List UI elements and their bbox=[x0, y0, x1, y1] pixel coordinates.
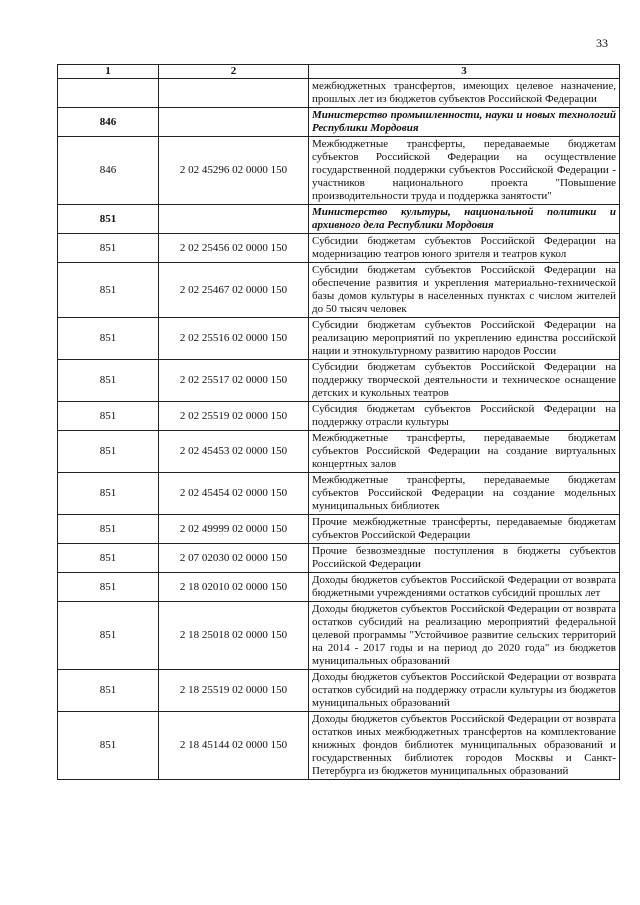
description-cell: Субсидии бюджетам субъектов Российской Федерации на модернизацию театров юного зрителя и театров кукол bbox=[309, 234, 620, 263]
description-cell: Доходы бюджетов субъектов Российской Федерации от возврата остатков субсидий на реализацию мероприятий федеральной целевой программы "Устойчивое развитие сельских территорий на 2014 - 2017 годы и на период до 2020 года" из бюджетов муниципальных образований bbox=[309, 602, 620, 670]
admin-code-cell: 851 bbox=[58, 473, 159, 515]
table-header-row bbox=[58, 65, 620, 79]
table-row bbox=[58, 431, 620, 473]
column-header-2: 2 bbox=[159, 65, 309, 79]
admin-code-cell: 851 bbox=[58, 360, 159, 402]
table-row bbox=[58, 79, 620, 108]
table-row bbox=[58, 602, 620, 670]
table-row bbox=[58, 318, 620, 360]
description-cell: Доходы бюджетов субъектов Российской Федерации от возврата остатков иных межбюджетных трансфертов на комплектование книжных фондов библиотек муниципальных образований и государственных библиотек городов Москвы и Санкт-Петербурга из бюджетов муниципальных образований bbox=[309, 712, 620, 780]
table-row bbox=[58, 515, 620, 544]
admin-code-cell: 851 bbox=[58, 515, 159, 544]
table-row bbox=[58, 573, 620, 602]
budget-code-cell bbox=[159, 79, 309, 108]
admin-code-cell: 851 bbox=[58, 318, 159, 360]
description-cell: Субсидия бюджетам субъектов Российской Федерации на поддержку отрасли культуры bbox=[309, 402, 620, 431]
description-cell: Субсидии бюджетам субъектов Российской Федерации на поддержку творческой деятельности и техническое оснащение детских и кукольных театров bbox=[309, 360, 620, 402]
budget-code-cell: 2 07 02030 02 0000 150 bbox=[159, 544, 309, 573]
table-row bbox=[58, 360, 620, 402]
admin-code-cell: 851 bbox=[58, 205, 159, 234]
description-cell: Субсидии бюджетам субъектов Российской Федерации на обеспечение развития и укрепления материально-технической базы домов культуры в населенных пунктах с числом жителей до 50 тысяч человек bbox=[309, 263, 620, 318]
description-cell: Межбюджетные трансферты, передаваемые бюджетам субъектов Российской Федерации на создание виртуальных концертных залов bbox=[309, 431, 620, 473]
budget-code-cell: 2 02 25456 02 0000 150 bbox=[159, 234, 309, 263]
page-number: 33 bbox=[596, 36, 608, 50]
admin-code-cell: 851 bbox=[58, 431, 159, 473]
budget-code-cell: 2 18 02010 02 0000 150 bbox=[159, 573, 309, 602]
table-row bbox=[58, 473, 620, 515]
table-row bbox=[58, 205, 620, 234]
table-row bbox=[58, 234, 620, 263]
description-cell: межбюджетных трансфертов, имеющих целевое назначение, прошлых лет из бюджетов субъектов Российской Федерации bbox=[309, 79, 620, 108]
budget-code-cell: 2 02 25467 02 0000 150 bbox=[159, 263, 309, 318]
admin-code-cell: 851 bbox=[58, 402, 159, 431]
admin-code-cell bbox=[58, 79, 159, 108]
table-row bbox=[58, 137, 620, 205]
table-row bbox=[58, 108, 620, 137]
column-header-1: 1 bbox=[58, 65, 159, 79]
budget-code-cell: 2 18 25018 02 0000 150 bbox=[159, 602, 309, 670]
table-row bbox=[58, 712, 620, 780]
description-cell: Доходы бюджетов субъектов Российской Федерации от возврата остатков субсидий на поддержку отрасли культуры из бюджетов муниципальных образований bbox=[309, 670, 620, 712]
admin-code-cell: 851 bbox=[58, 712, 159, 780]
table-row bbox=[58, 670, 620, 712]
description-cell: Межбюджетные трансферты, передаваемые бюджетам субъектов Российской Федерации на осуществление государственной поддержки субъектов Российской Федерации - участников национального проекта "Повышение производительности труда и поддержка занятости" bbox=[309, 137, 620, 205]
description-cell: Прочие безвозмездные поступления в бюджеты субъектов Российской Федерации bbox=[309, 544, 620, 573]
budget-code-cell: 2 18 45144 02 0000 150 bbox=[159, 712, 309, 780]
table-row bbox=[58, 263, 620, 318]
budget-code-cell: 2 02 45453 02 0000 150 bbox=[159, 431, 309, 473]
description-cell: Доходы бюджетов субъектов Российской Федерации от возврата бюджетными учреждениями остатков субсидий прошлых лет bbox=[309, 573, 620, 602]
admin-code-cell: 851 bbox=[58, 544, 159, 573]
description-cell: Прочие межбюджетные трансферты, передаваемые бюджетам субъектов Российской Федерации bbox=[309, 515, 620, 544]
admin-code-cell: 851 bbox=[58, 263, 159, 318]
budget-code-cell: 2 18 25519 02 0000 150 bbox=[159, 670, 309, 712]
admin-code-cell: 851 bbox=[58, 234, 159, 263]
admin-code-cell: 851 bbox=[58, 573, 159, 602]
description-cell: Министерство культуры, национальной политики и архивного дела Республики Мордовия bbox=[309, 205, 620, 234]
description-cell: Субсидии бюджетам субъектов Российской Федерации на реализацию мероприятий по укреплению единства российской нации и этнокультурному развитию народов России bbox=[309, 318, 620, 360]
budget-code-cell: 2 02 25517 02 0000 150 bbox=[159, 360, 309, 402]
budget-classification-table bbox=[57, 64, 620, 780]
column-header-3: 3 bbox=[309, 65, 620, 79]
table-row bbox=[58, 544, 620, 573]
budget-code-cell bbox=[159, 205, 309, 234]
budget-code-cell: 2 02 45454 02 0000 150 bbox=[159, 473, 309, 515]
admin-code-cell: 846 bbox=[58, 137, 159, 205]
table-row bbox=[58, 402, 620, 431]
budget-code-cell: 2 02 25519 02 0000 150 bbox=[159, 402, 309, 431]
admin-code-cell: 846 bbox=[58, 108, 159, 137]
budget-code-cell bbox=[159, 108, 309, 137]
description-cell: Министерство промышленности, науки и новых технологий Республики Мордовия bbox=[309, 108, 620, 137]
budget-code-cell: 2 02 25516 02 0000 150 bbox=[159, 318, 309, 360]
admin-code-cell: 851 bbox=[58, 602, 159, 670]
admin-code-cell: 851 bbox=[58, 670, 159, 712]
description-cell: Межбюджетные трансферты, передаваемые бюджетам субъектов Российской Федерации на создание модельных муниципальных библиотек bbox=[309, 473, 620, 515]
budget-code-cell: 2 02 45296 02 0000 150 bbox=[159, 137, 309, 205]
budget-code-cell: 2 02 49999 02 0000 150 bbox=[159, 515, 309, 544]
